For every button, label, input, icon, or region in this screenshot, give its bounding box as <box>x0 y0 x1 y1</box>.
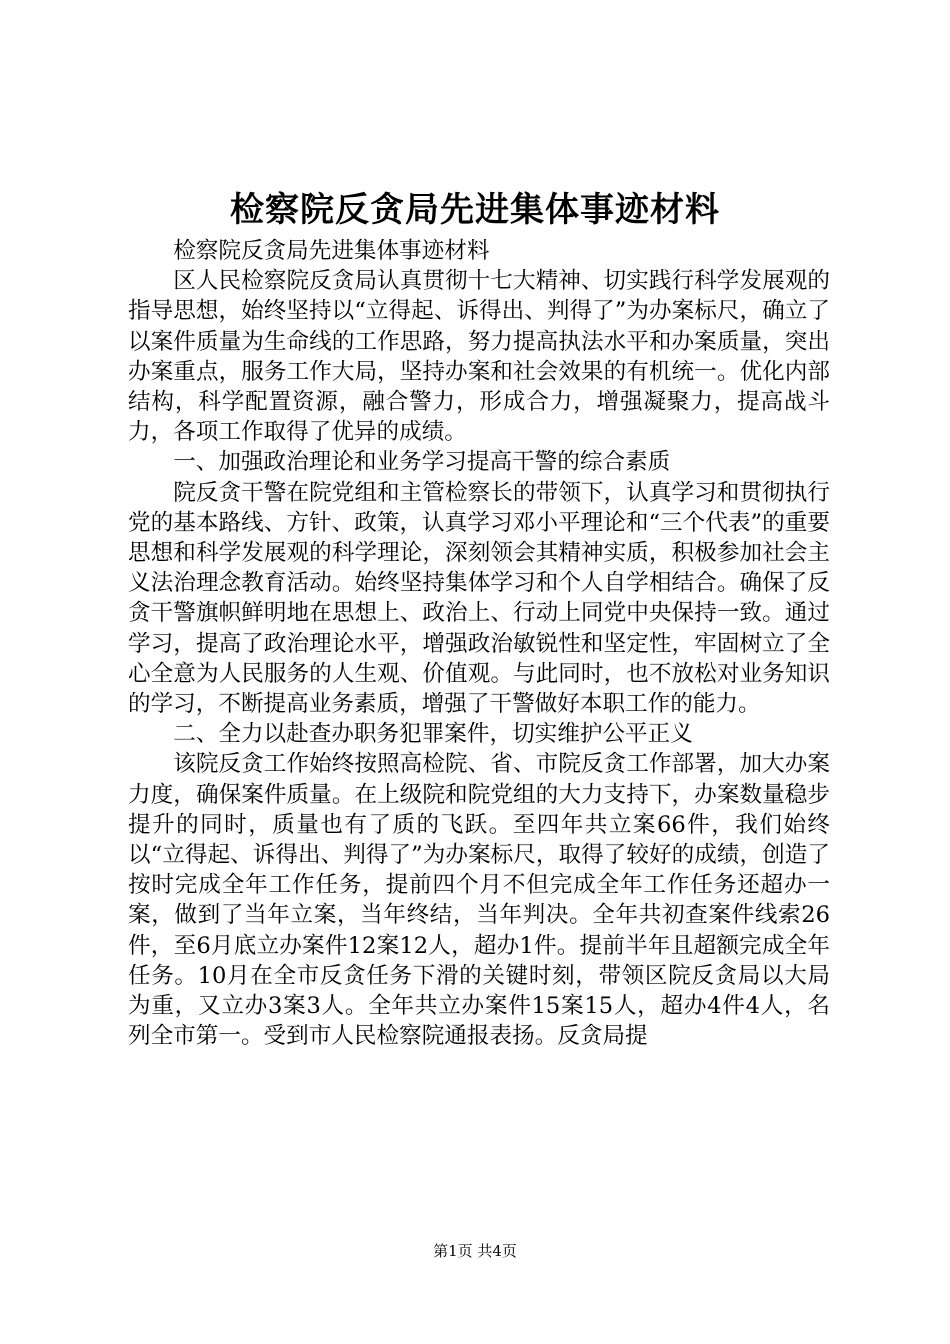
document-body <box>128 236 830 1051</box>
section-heading-1: 一、加强政治理论和业务学习提高干警的综合素质 <box>173 449 671 476</box>
section-1-paragraph: 院反贪干警在院党组和主管检察长的带领下，认真学习和贯彻执行党的基本路线、方针、政策，认真学习邓小平理论和“三个代表”的重要思想和科学发展观的科学理论，深刻领会其精神实质，积极参加社会主义法治理念教育活动。始终坚持集体学习和个人自学相结合。确保了反贪干警旗帜鲜明地在思想上、政治上、行动上同党中央保持一致。通过学习，提高了政治理论水平，增强政治敏锐性和坚定性，牢固树立了全心全意为人民服务的人生观、价值观。与此同时，也不放松对业务知识的学习，不断提高业务素质，增强了干警做好本职工作的能力。 <box>128 479 830 718</box>
page-number-footer: 第1页 共4页 <box>433 1242 517 1260</box>
intro-paragraph: 区人民检察院反贪局认真贯彻十七大精神、切实践行科学发展观的指导思想，始终坚持以“立得起、诉得出、判得了”为办案标尺，确立了以案件质量为生命线的工作思路，努力提高执法水平和办案质量，突出办案重点，服务工作大局，坚持办案和社会效果的有机统一。优化内部结构，科学配置资源，融合警力，形成合力，增强凝聚力，提高战斗力，各项工作取得了优异的成绩。 <box>128 268 830 446</box>
subtitle-paragraph: 检察院反贪局先进集体事迹材料 <box>173 238 490 264</box>
section-heading-2: 二、全力以赴查办职务犯罪案件，切实维护公平正义 <box>173 721 693 748</box>
section-2-paragraph: 该院反贪工作始终按照高检院、省、市院反贪工作部署，加大办案力度，确保案件质量。在上级院和院党组的大力支持下，办案数量稳步提升的同时，质量也有了质的飞跃。至四年共立案66件，我们始终以“立得起、诉得出、判得了”为办案标尺，取得了较好的成绩，创造了按时完成全年工作任务，提前四个月不但完成全年工作任务还超办一案，做到了当年立案，当年终结，当年判决。全年共初查案件线索26件，至6月底立办案件12案12人，超办1件。提前半年且超额完成全年任务。10月在全市反贪任务下滑的关键时刻，带领区院反贪局以大局为重，又立办3案3人。全年共立办案件15案15人，超办4件4人，名列全市第一。受到市人民检察院通报表扬。反贪局提 <box>128 751 830 1050</box>
document-title: 检察院反贪局先进集体事迹材料 <box>230 190 720 230</box>
